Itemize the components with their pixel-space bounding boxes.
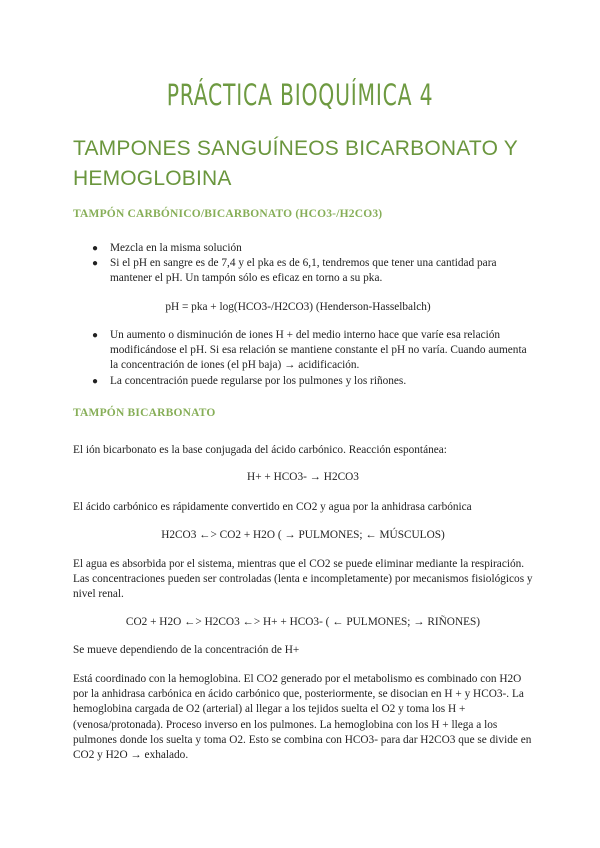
list-item-text: La concentración puede regularse por los pulmones y los riñones. bbox=[110, 374, 407, 387]
list-item bbox=[92, 328, 530, 374]
henderson-formula: pH = pka + log(HCO3-/H2CO3) (Henderson-Hasselbalch) bbox=[165, 301, 431, 313]
bullet-icon: ● bbox=[92, 330, 99, 341]
bullet-icon: ● bbox=[92, 243, 99, 254]
list-item bbox=[92, 374, 530, 389]
paragraph-5: Está coordinado con la hemoglobina. El CO2 generado por el metabolismo es combinado con H2O por la anhidrasa carbónica en ácido carbónico que, posteriormente, se disocian en H + y HCO3-. La hemoglobina cargada de O2 (arterial) al llegar a los tejidos suelta el O2 y toma los H + (venosa/protonada). Proceso inverso en los pulmones. La hemoglobina con los H + llega a los pulmones donde los suelta y toma O2. Esto se combina con HCO3- para dar H2CO3 que se divide en CO2 y H2O → exhalado. bbox=[73, 673, 532, 762]
bullet-list-2 bbox=[92, 328, 530, 389]
list-item bbox=[92, 256, 530, 286]
paragraph-1: El ión bicarbonato es la base conjugada del ácido carbónico. Reacción espontánea: bbox=[73, 444, 447, 456]
list-item bbox=[92, 241, 530, 256]
equation-2: H2CO3 ←> CO2 + H2O ( → PULMONES; ← MÚSCULOS) bbox=[161, 529, 445, 541]
main-heading: TAMPONES SANGUÍNEOS BICARBONATO Y HEMOGLOBINA bbox=[73, 137, 518, 190]
bullet-list-1 bbox=[92, 241, 530, 287]
paragraph-3: El agua es absorbida por el sistema, mientras que el CO2 se puede eliminar mediante la respiración. Las concentraciones pueden ser controladas (lenta e incompletamente) por mecanismos fisiológicos y nivel renal. bbox=[73, 558, 533, 601]
list-item-text: Si el pH en sangre es de 7,4 y el pka es de 6,1, tendremos que tener una cantidad para mantener el pH. Un tampón sólo es eficaz en torno a su pka. bbox=[110, 257, 497, 285]
section-title-carbonico: TAMPÓN CARBÓNICO/BICARBONATO (HCO3-/H2CO3) bbox=[73, 208, 383, 220]
paragraph-4: Se mueve dependiendo de la concentración de H+ bbox=[73, 644, 300, 656]
equation-1: H+ + HCO3- → H2CO3 bbox=[247, 471, 359, 483]
equation-3: CO2 + H2O ←> H2CO3 ←> H+ + HCO3- ( ← PULMONES; → RIÑONES) bbox=[125, 616, 481, 628]
list-item-text: Mezcla en la misma solución bbox=[110, 242, 242, 254]
page-title: PRÁCTICA BIOQUÍMICA 4 bbox=[166, 78, 434, 112]
paragraph-2: El ácido carbónico es rápidamente convertido en CO2 y agua por la anhidrasa carbónica bbox=[73, 501, 472, 513]
bullet-icon: ● bbox=[92, 258, 99, 270]
list-item-text: Un aumento o disminución de iones H + del medio interno hace que varíe esa relación modificándose el pH. Si esa relación se mantiene constante el pH no varía. Cuando aumenta la concentración de iones (el pH baja) → acidificación. bbox=[110, 329, 527, 372]
bullet-icon: ● bbox=[92, 375, 99, 387]
section-title-bicarbonato: TAMPÓN BICARBONATO bbox=[73, 407, 216, 419]
